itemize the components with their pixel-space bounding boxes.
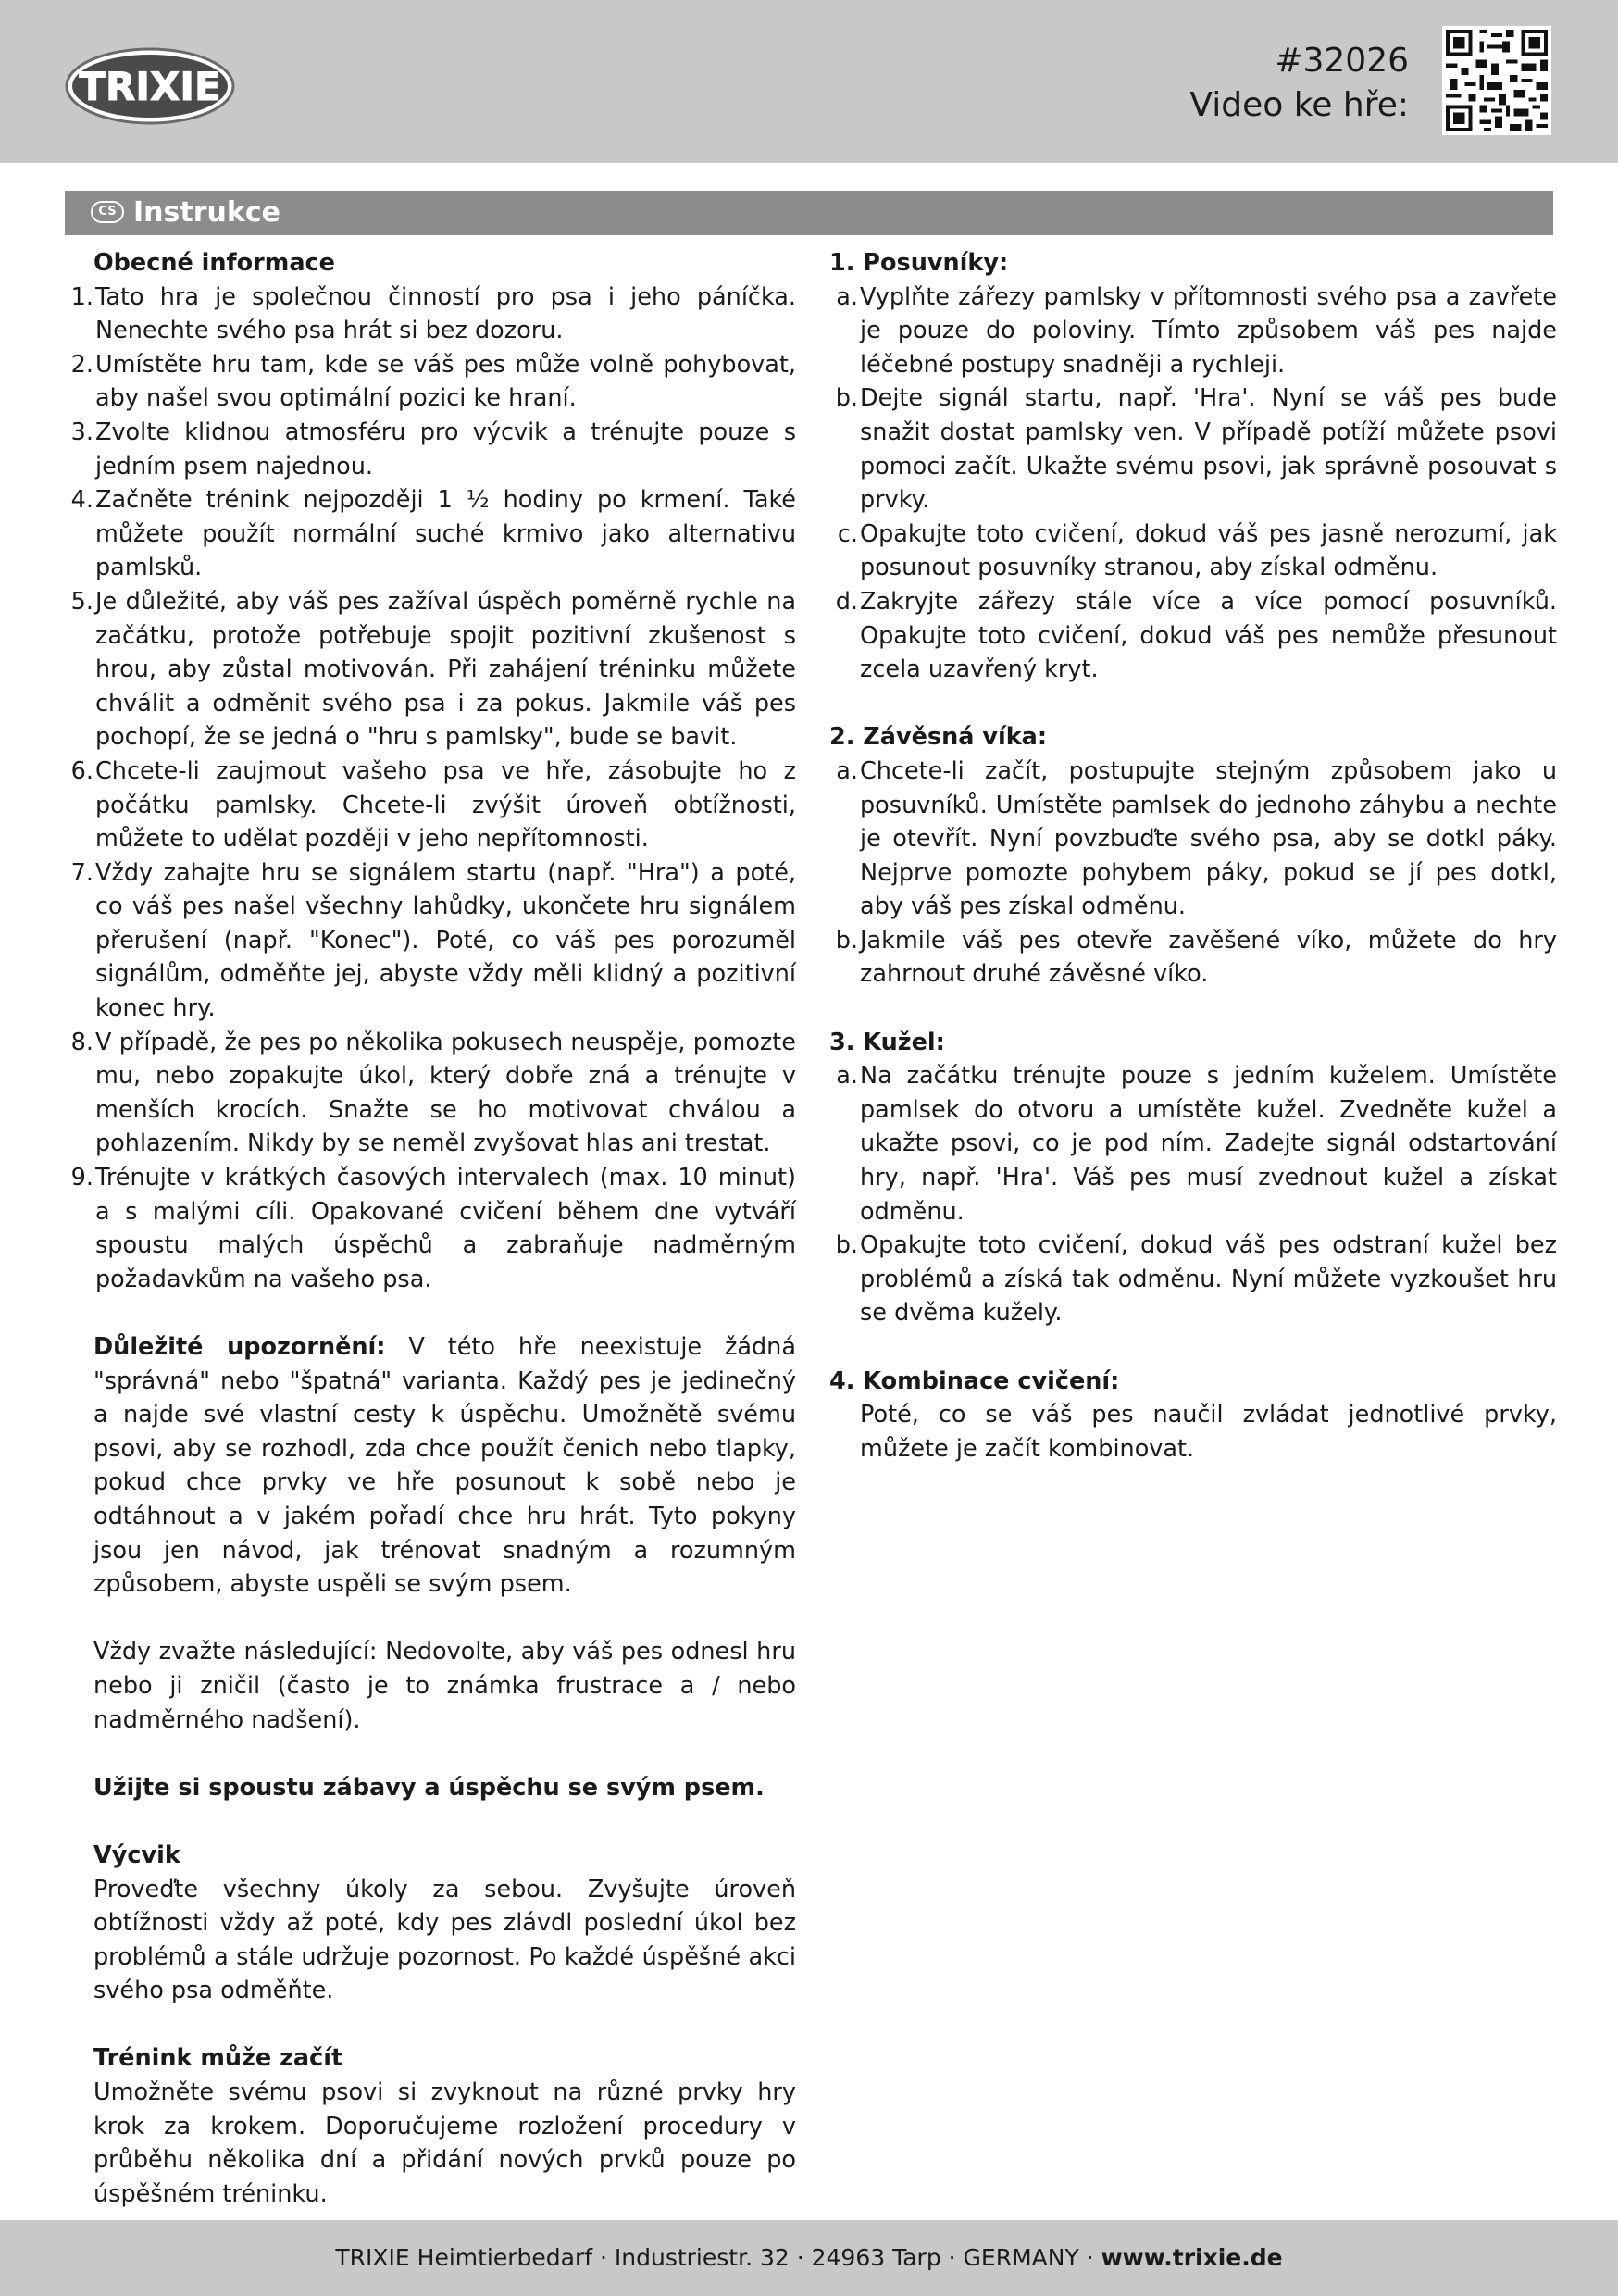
start-heading: Trénink může začít [93, 2044, 343, 2073]
item-text: Na začátku trénujte pouze s jedním kuželem. Umístěte pamlsek do otvoru a umístěte kužel. Zvedněte kužel a ukažte psovi, co je pod ním. Zadejte signál odstartování hry, např. 'Hra'. Váš pes musí zvednout kužel a získat odměnu. [860, 1062, 1557, 1226]
qr-code-icon[interactable] [1442, 26, 1551, 135]
notice-text: V této hře neexistuje žádná "správná" nebo "špatná" varianta. Každý pes je jedinečný a najde své vlastní cesty k úspěchu. Umožnětě svému psovi, aby se rozhodl, zda chce použít čenich nebo tlapky, pokud chce prvky ve hře posunout k sobě nebo je odtáhnout a v jakém pořadí chce hru hrát. Tyto pokyny jsou jen návod, jak trénovat snadným a rozumným způsobem, abyste uspěli se svým psem. [93, 1333, 796, 1599]
list-item [65, 1161, 796, 1296]
trixie-logo [65, 46, 236, 126]
cone-section [829, 1026, 1557, 1330]
left-column [65, 246, 796, 2211]
item-text: Poté, co se váš pes naučil zvládat jednotlivé prvky, můžete je začít kombinovat. [860, 1401, 1557, 1463]
list-item [65, 755, 796, 856]
list-item [829, 281, 1557, 382]
item-text: V případě, že pes po několika pokusech neuspěje, pomozte mu, nebo zopakujte úkol, který dobře zná a trénujte v menších krocích. Snažte se ho motivovat chválou a pohlazením. Nikdy by se neměl zvyšovat hlas ani trestat. [95, 1028, 796, 1158]
item-letter: b. [835, 384, 858, 413]
item-number: 5. [70, 587, 93, 616]
list-item [65, 856, 796, 1026]
item-text: Zvolte klidnou atmosféru pro výcvik a trénujte pouze s jedním psem najednou. [95, 418, 796, 480]
video-label: Video ke hře: [1189, 86, 1409, 124]
list-item [829, 1398, 1557, 1466]
section-heading: 4. Kombinace cvičení: [829, 1366, 1120, 1395]
section-heading: 3. Kužel: [829, 1028, 945, 1056]
list-item [65, 348, 796, 416]
item-text: Začněte trénink nejpozději 1 ½ hodiny po krmení. Také můžete použít normální suché krmivo jako alternativu pamlsků. [95, 486, 796, 582]
footer-website-link[interactable]: www.trixie.de [1101, 2244, 1283, 2271]
list-item [65, 585, 796, 755]
sliders-section [829, 246, 1557, 687]
section-heading: 1. Posuvníky: [829, 249, 1009, 277]
item-letter [829, 1398, 858, 1466]
item-letter: b. [835, 926, 858, 955]
footer-address [0, 2244, 1618, 2271]
item-letter: a. [836, 756, 858, 785]
section-header-bar [65, 191, 1553, 235]
list-item [829, 1059, 1557, 1229]
general-info-heading: Obecné informace [93, 249, 335, 277]
start-paragraph: Umožněte svému psovi si zvyknout na různé prvky hry krok za krokem. Doporučujeme rozložení procedury v průběhu několika dní a přidání nových prvků pouze po úspěšném tréninku. [93, 2078, 796, 2208]
language-badge: CS [91, 201, 124, 223]
item-text: Vyplňte zářezy pamlsky v přítomnosti svého psa a zavřete je pouze do poloviny. Tímto způsobem váš pes najde léčebné postupy snadněji a rychleji. [860, 282, 1557, 379]
item-number: 2. [70, 350, 93, 379]
item-number: 6. [70, 756, 93, 785]
page-footer [0, 2220, 1618, 2296]
item-text: Opakujte toto cvičení, dokud váš pes jasně nerozumí, jak posunout posuvníky stranou, aby získal odměnu. [860, 519, 1557, 582]
list-item [829, 518, 1557, 585]
list-item [65, 483, 796, 585]
item-letter: c. [837, 519, 858, 548]
item-text: Dejte signál startu, např. 'Hra'. Nyní se váš pes bude snažit dostat pamlsky ven. V případě potíží můžete psovi pomoci začít. Ukažte svému psovi, jak správně posouvat s prvky. [860, 384, 1557, 515]
item-number: 1. [70, 282, 93, 311]
item-text: Opakujte toto cvičení, dokud váš pes odstraní kužel bez problémů a získá tak odměnu. Nyní můžete vyzkoušet hru se dvěma kužely. [860, 1231, 1557, 1328]
footer-company: TRIXIE Heimtierbedarf · Industriestr. 32 · 24963 Tarp · GERMANY · [335, 2244, 1101, 2271]
training-heading: Výcvik [93, 1841, 180, 1869]
combination-section [829, 1365, 1557, 1466]
article-number: #32026 [1275, 42, 1409, 80]
hinged-lids-section [829, 720, 1557, 992]
item-number: 9. [70, 1164, 93, 1192]
training-paragraph: Proveďte všechny úkoly za sebou. Zvyšujte úroveň obtížnosti vždy až poté, kdy pes zlávdl poslední úkol bez problémů a stále udržuje pozornost. Po každé úspěšné akci svého psa odměňte. [93, 1875, 796, 2005]
list-item [829, 381, 1557, 517]
item-letter: b. [835, 1231, 858, 1260]
item-text: Je důležité, aby váš pes zažíval úspěch poměrně rychle na začátku, protože potřebuje spojit pozitivní zkušenost s hrou, aby zůstal motivován. Při zahájení tréninku můžete chválit a odměnit svého psa i za pokus. Jakmile váš pes pochopí, že se jedná o "hru s pamlsky", bude se bavit. [95, 587, 796, 752]
item-letter: a. [836, 282, 858, 311]
item-letter: d. [835, 587, 858, 616]
list-item [65, 281, 796, 348]
item-number: 3. [70, 418, 93, 446]
item-text: Vždy zahajte hru se signálem startu (např. "Hra") a poté, co váš pes našel všechny lahůdky, ukončete hru signálem přerušení (např. "Konec"). Poté, co váš pes porozuměl signálům, odměňte jej, abyste vždy měli klidný a pozitivní konec hry. [95, 858, 796, 1023]
svg-text:TRIXIE: TRIXIE [79, 64, 221, 109]
list-item [829, 755, 1557, 924]
important-notice [93, 1330, 796, 1602]
right-column [829, 246, 1557, 1466]
item-number: 7. [70, 858, 93, 887]
item-number: 8. [70, 1028, 93, 1056]
list-item [65, 416, 796, 483]
list-item [829, 585, 1557, 687]
item-text: Zakryjte zářezy stále více a více pomocí posuvníků. Opakujte toto cvičení, dokud váš pes nemůže přesunout zcela uzavřený kryt. [860, 587, 1557, 684]
item-text: Tato hra je společnou činností pro psa i jeho páníčka. Nenechte svého psa hrát si bez dozoru. [95, 282, 796, 345]
item-text: Chcete-li začít, postupujte stejným způsobem jako u posuvníků. Umístěte pamlsek do jednoho záhybu a nechte je otevřít. Nyní povzbuďte svého psa, aby se dotkl páky. Nejprve pomozte pohybem páky, pokud se jí pes dotkl, aby váš pes získal odměnu. [860, 756, 1557, 921]
general-info-list [65, 281, 796, 1297]
list-item [65, 1026, 796, 1161]
list-item [829, 1229, 1557, 1330]
item-text: Chcete-li zaujmout vašeho psa ve hře, zásobujte ho z počátku pamlsky. Chcete-li zvýšit úroveň obtížnosti, můžete to udělat později v jeho nepřítomnosti. [95, 756, 796, 854]
enjoy-line: Užijte si spoustu zábavy a úspěchu se svým psem. [93, 1773, 765, 1802]
item-text: Trénujte v krátkých časových intervalech (max. 10 minut) a s malými cíli. Opakované cvičení během dne vytváří spoustu malých úspěchů a zabraňuje nadměrným požadavkům na vašeho psa. [95, 1164, 796, 1293]
item-number: 4. [70, 486, 93, 515]
item-letter: a. [836, 1062, 858, 1091]
item-text: Umístěte hru tam, kde se váš pes může volně pohybovat, aby našel svou optimální pozici ke hraní. [95, 350, 796, 413]
section-title: Instrukce [133, 196, 280, 229]
page-header [0, 0, 1618, 163]
consider-paragraph: Vždy zvažte následující: Nedovolte, aby váš pes odnesl hru nebo ji zničil (často je to známka frustrace a / nebo nadměrného nadšení). [93, 1638, 796, 1734]
notice-label: Důležité upozornění: [93, 1333, 386, 1361]
item-text: Jakmile váš pes otevře zavěšené víko, můžete do hry zahrnout druhé závěsné víko. [860, 926, 1557, 989]
list-item [829, 924, 1557, 992]
section-heading: 2. Závěsná víka: [829, 723, 1048, 752]
